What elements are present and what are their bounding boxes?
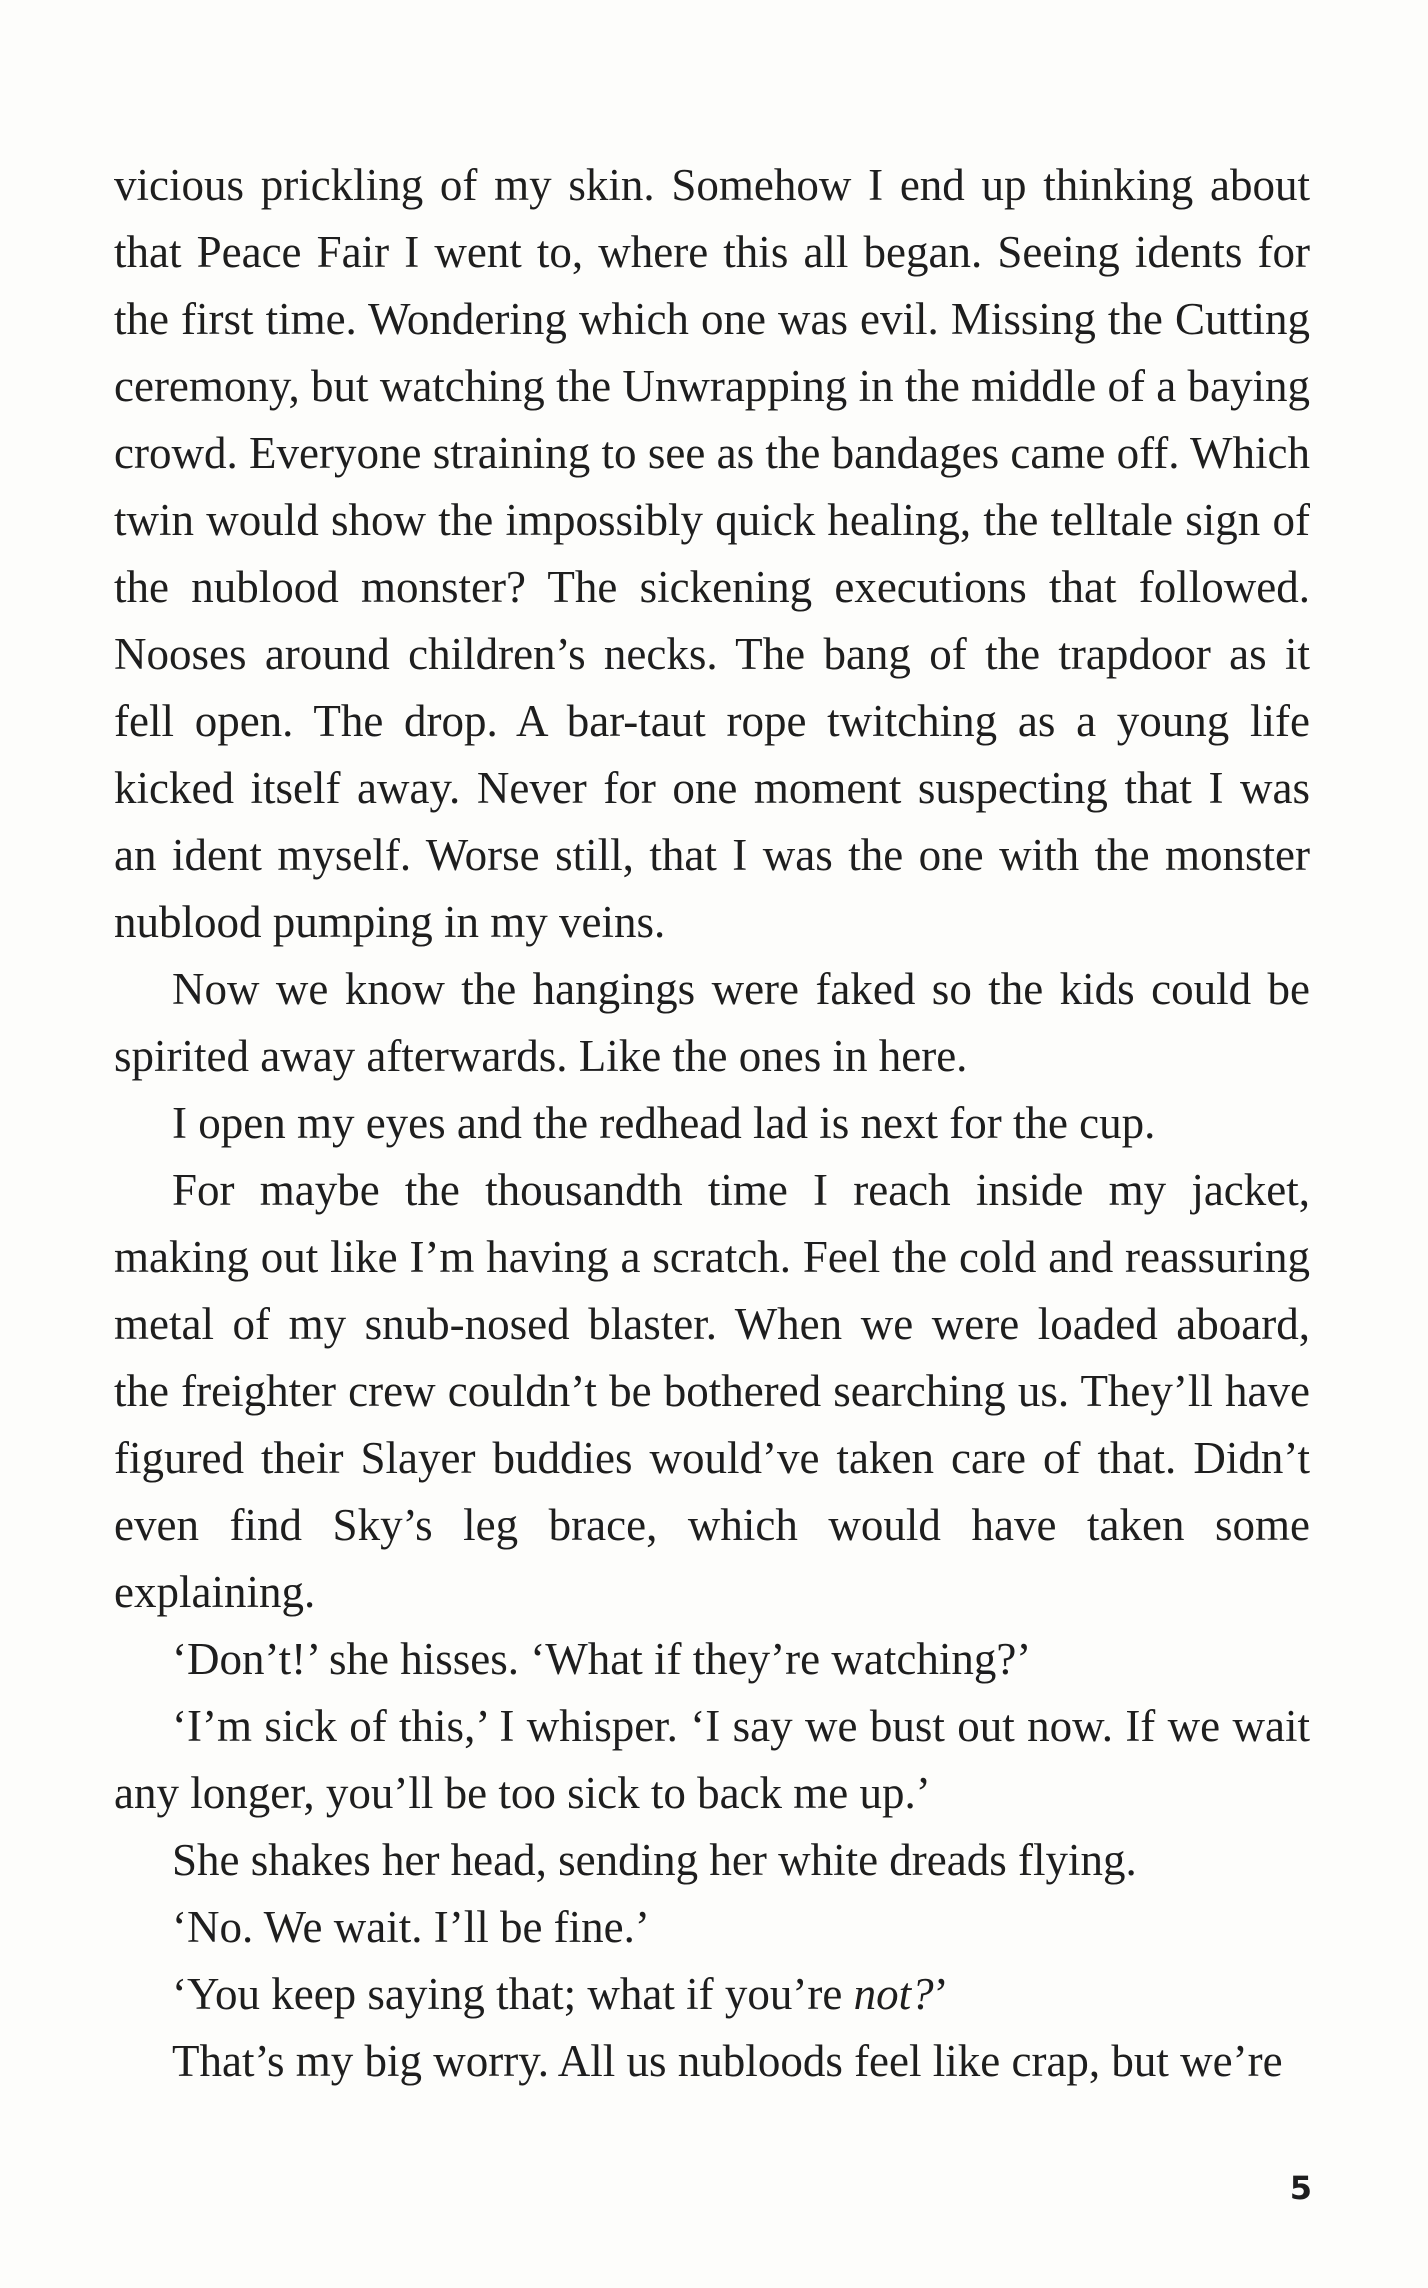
dialogue-text: ‘You keep saying that; what if you’re: [172, 1969, 854, 2019]
paragraph: For maybe the thousandth time I reach inside my jacket, making out like I’m having a scratch. Feel the cold and reassuring metal of my snub-nosed blaster. When we were loaded aboard, the freighter crew couldn’t be bothered searching us. They’ll have figured their Slayer buddies would’ve taken care of that. Didn’t even find Sky’s leg brace, which would have taken some explaining.: [114, 1165, 1310, 1617]
body-text: [114, 152, 1310, 2095]
paragraph: vicious prickling of my skin. Somehow I end up thinking about that Peace Fair I went to, where this all began. Seeing idents for the first time. Wondering which one was evil. Missing the Cutting ceremony, but watching the Unwrapping in the middle of a baying crowd. Everyone straining to see as the bandages came off. Which twin would show the impossibly quick healing, the telltale sign of the nublood monster? The sickening executions that followed. Nooses around children’s necks. The bang of the trapdoor as it fell open. The drop. A bar-taut rope twitching as a young life kicked itself away. Never for one moment suspecting that I was an ident myself. Worse still, that I was the one with the monster nublood pumping in my veins.: [114, 160, 1310, 947]
page-number: 5: [1289, 2169, 1312, 2207]
paragraph: That’s my big worry. All us nubloods feel like crap, but we’re: [172, 2036, 1283, 2086]
paragraph: Now we know the hangings were faked so the kids could be spirited away afterwards. Like the ones in here.: [114, 964, 1310, 1081]
dialogue-paragraph: ‘No. We wait. I’ll be fine.’: [172, 1902, 650, 1952]
paragraph: She shakes her head, sending her white dreads flying.: [172, 1835, 1137, 1885]
paragraph: I open my eyes and the redhead lad is next for the cup.: [172, 1098, 1156, 1148]
dialogue-paragraph: ‘I’m sick of this,’ I whisper. ‘I say we bust out now. If we wait any longer, you’ll be too sick to back me up.’: [114, 1701, 1310, 1818]
italic-emphasis: not?: [853, 1969, 934, 2019]
dialogue-paragraph: [114, 1961, 1310, 2028]
dialogue-paragraph: ‘Don’t!’ she hisses. ‘What if they’re watching?’: [172, 1634, 1032, 1684]
dialogue-text-end: ’: [933, 1969, 949, 2019]
